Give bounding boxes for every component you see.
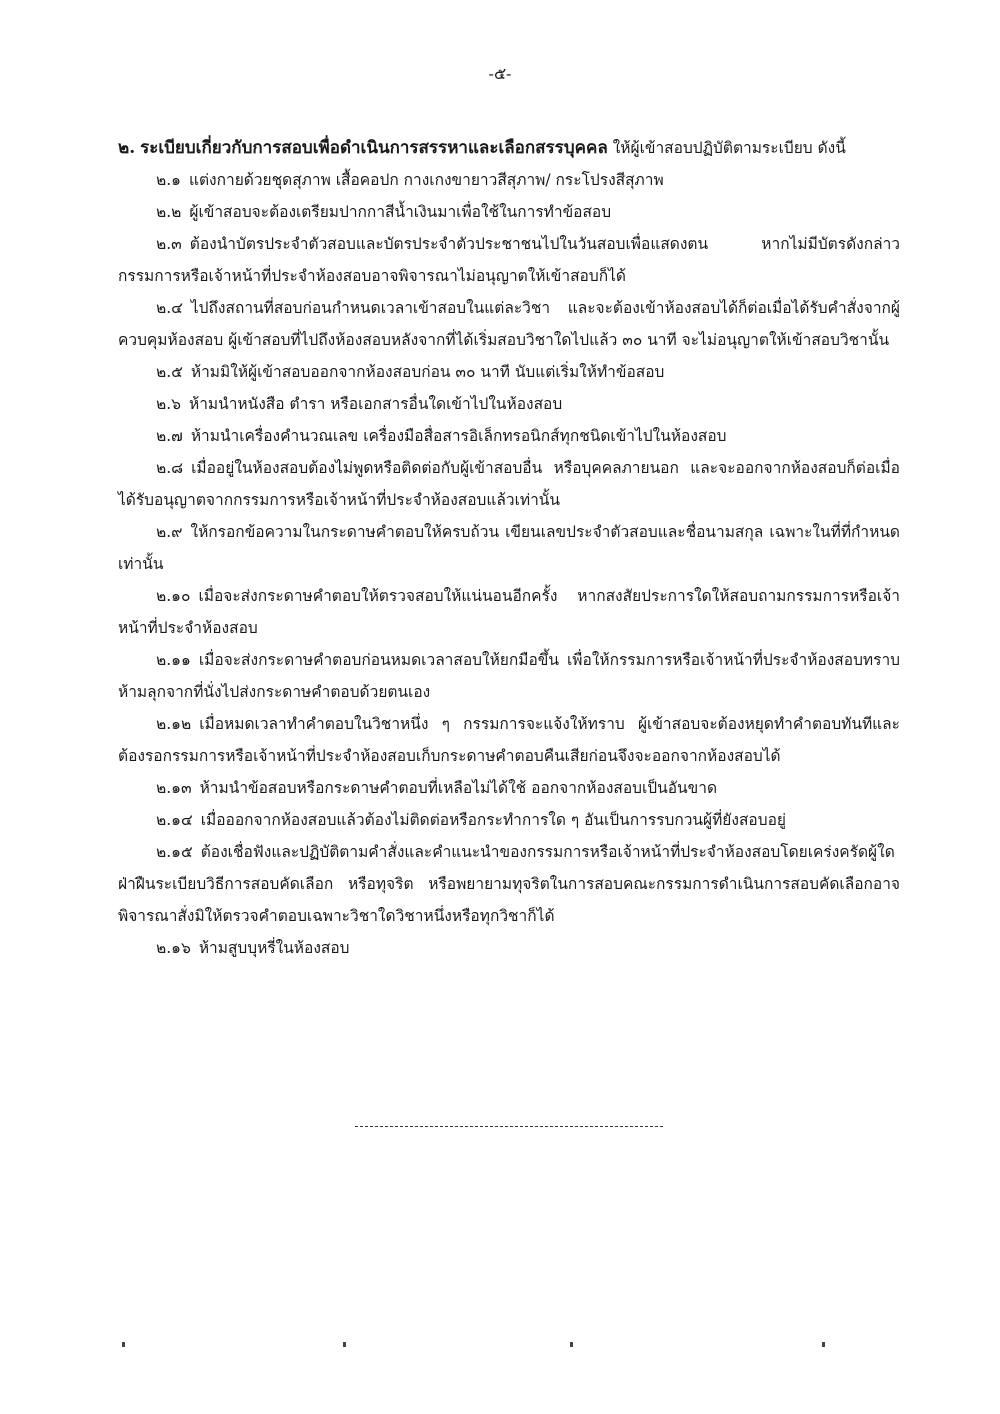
rule-item-2-16 [118,932,900,964]
rule-text: ห้ามนำเครื่องคำนวณเลข เครื่องมือสื่อสารอิเล็กทรอนิกส์ทุกชนิดเข้าไปในห้องสอบ [190,427,727,445]
scan-mark [570,1342,573,1347]
scan-mark [822,1342,825,1347]
rule-item-2-14 [118,804,900,836]
rule-number: ๒.๑๖ [156,939,191,957]
rule-text: ห้ามนำหนังสือ ตำรา หรือเอกสารอื่นใดเข้าไปในห้องสอบ [188,395,563,413]
rule-text: ห้ามนำข้อสอบหรือกระดาษคำตอบที่เหลือไม่ได้ใช้ ออกจากห้องสอบเป็นอันขาด [199,779,718,797]
document-body [118,132,900,964]
rule-item-2-2 [118,196,900,228]
rule-item-2-5 [118,356,900,388]
rule-text: เมื่อหมดเวลาทำคำตอบในวิชาหนึ่ง ๆ กรรมการจะแจ้งให้ทราบ ผู้เข้าสอบจะต้องหยุดทำคำตอบทันทีและต้องรอกรรมการหรือเจ้าหน้าที่ประจำห้องสอบเก็บกระดาษคำตอบคืนเสียก่อนจึงจะออกจากห้องสอบได้ [118,715,900,765]
rule-text: เมื่อออกจากห้องสอบแล้วต้องไม่ติดต่อหรือกระทำการใด ๆ อันเป็นการรบกวนผู้ที่ยังสอบอยู่ [200,811,786,829]
rule-text: ให้กรอกข้อความในกระดาษคำตอบให้ครบถ้วน เขียนเลขประจำตัวสอบและชื่อนามสกุล เฉพาะในที่ที่กำหนดเท่านั้น [118,523,900,573]
rule-item-2-8 [118,452,900,516]
rule-text: แต่งกายด้วยชุดสุภาพ เสื้อคอปก กางเกงขายาวสีสุภาพ/ กระโปรงสีสุภาพ [188,171,664,189]
rule-item-2-15 [118,836,900,932]
rule-item-2-6 [118,388,900,420]
rule-number: ๒.๒ [156,203,182,221]
rule-text: ต้องนำบัตรประจำตัวสอบและบัตรประจำตัวประชาชนไปในวันสอบเพื่อแสดงตน หากไม่มีบัตรดังกล่าวกรรมการหรือเจ้าหน้าที่ประจำห้องสอบอาจพิจารณาไม่อนุญาตให้เข้าสอบก็ได้ [118,235,900,285]
rule-text: ห้ามสูบบุหรี่ในห้องสอบ [198,939,350,957]
rule-item-2-1 [118,164,900,196]
rule-item-2-10 [118,580,900,644]
rule-number: ๒.๑๒ [156,715,192,733]
rule-number: ๒.๑๔ [156,811,193,829]
rule-number: ๒.๑๐ [156,587,191,605]
rule-item-2-12 [118,708,900,772]
rule-item-2-11 [118,644,900,708]
rule-number: ๒.๙ [156,523,183,541]
scan-mark [343,1342,346,1347]
rule-item-2-3 [118,228,900,292]
rule-text: ต้องเชื่อฟังและปฏิบัติตามคำสั่งและคำแนะนำของกรรมการหรือเจ้าหน้าที่ประจำห้องสอบโดยเคร่งครัดผู้ใดฝ่าฝืนระเบียบวิธีการสอบคัดเลือก หรือทุจริต หรือพยายามทุจริตในการสอบคณะกรรมการดำเนินการสอบคัดเลือกอาจพิจารณาสั่งมิให้ตรวจคำตอบเฉพาะวิชาใดวิชาหนึ่งหรือทุกวิชาก็ได้ [118,843,900,925]
rule-number: ๒.๑๓ [156,779,192,797]
end-divider [355,1126,663,1127]
rule-number: ๒.๖ [156,395,181,413]
rule-text: เมื่อจะส่งกระดาษคำตอบให้ตรวจสอบให้แน่นอนอีกครั้ง หากสงสัยประการใดให้สอบถามกรรมการหรือเจ้าหน้าที่ประจำห้องสอบ [118,587,900,637]
rule-item-2-4 [118,292,900,356]
rule-text: เมื่ออยู่ในห้องสอบต้องไม่พูดหรือติดต่อกับผู้เข้าสอบอื่น หรือบุคคลภายนอก และจะออกจากห้องสอบก็ต่อเมื่อได้รับอนุญาตจากกรรมการหรือเจ้าหน้าที่ประจำห้องสอบแล้วเท่านั้น [118,459,900,509]
rule-text: ผู้เข้าสอบจะต้องเตรียมปากกาสีน้ำเงินมาเพื่อใช้ในการทำข้อสอบ [189,203,612,221]
rule-item-2-13 [118,772,900,804]
section-heading [118,132,900,164]
rule-item-2-7 [118,420,900,452]
rule-item-2-9 [118,516,900,580]
rule-text: ห้ามมิให้ผู้เข้าสอบออกจากห้องสอบก่อน ๓๐ นาที นับแต่เริ่มให้ทำข้อสอบ [190,363,665,381]
rule-text: ไปถึงสถานที่สอบก่อนกำหนดเวลาเข้าสอบในแต่ละวิชา และจะต้องเข้าห้องสอบได้ก็ต่อเมื่อได้รับคำสั่งจากผู้ควบคุมห้องสอบ ผู้เข้าสอบที่ไปถึงห้องสอบหลังจากที่ได้เริ่มสอบวิชาใดไปแล้ว ๓๐ นาที จะไม่อนุญาตให้เข้าสอบวิชานั้น [118,299,900,349]
rule-number: ๒.๘ [156,459,184,477]
rule-number: ๒.๑ [156,171,181,189]
section-title: ระเบียบเกี่ยวกับการสอบเพื่อดำเนินการสรรหาและเลือกสรรบุคคล [140,138,608,158]
section-intro: ให้ผู้เข้าสอบปฏิบัติตามระเบียบ ดังนี้ [612,139,846,157]
rule-number: ๒.๑๕ [156,843,193,861]
page-number: -๕- [488,64,512,83]
rule-number: ๒.๕ [156,363,183,381]
rule-number: ๒.๔ [156,299,183,317]
rule-number: ๒.๑๑ [156,651,191,669]
rule-number: ๒.๗ [156,427,183,445]
rule-number: ๒.๓ [156,235,182,253]
scan-mark [122,1342,125,1347]
rule-text: เมื่อจะส่งกระดาษคำตอบก่อนหมดเวลาสอบให้ยกมือขึ้น เพื่อให้กรรมการหรือเจ้าหน้าที่ประจำห้องสอบทราบ ห้ามลุกจากที่นั่งไปส่งกระดาษคำตอบด้วยตนเอง [118,651,900,701]
section-number: ๒. [118,138,136,158]
